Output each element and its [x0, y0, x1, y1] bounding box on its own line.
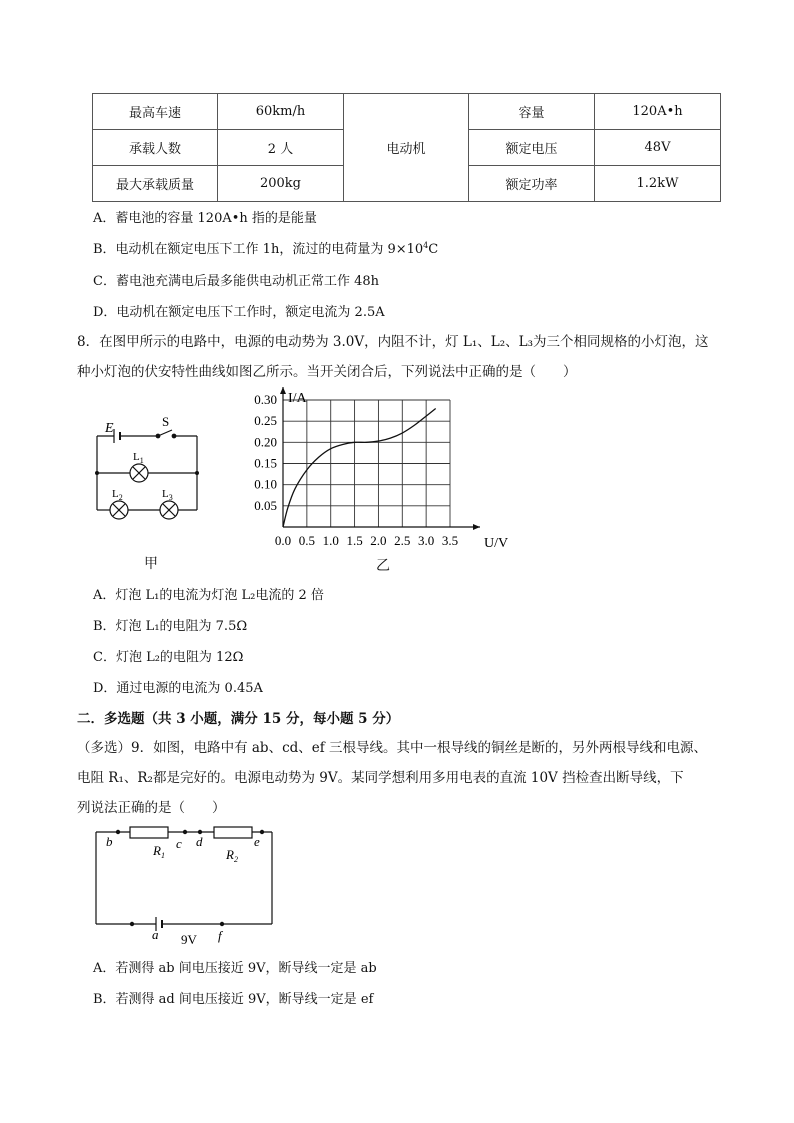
chart-y-axis-label: I/A	[288, 391, 307, 406]
chart-x-axis-label: U/V	[484, 536, 509, 551]
max-speed-label: 最高车速	[93, 94, 218, 130]
passengers-label: 承载人数	[93, 130, 218, 166]
l1-label: $L_1$	[133, 451, 144, 465]
x-tick-label: 0.5	[298, 533, 315, 548]
graph-caption: 乙	[376, 558, 390, 574]
node-e	[260, 830, 264, 834]
x-tick-label: 2.0	[370, 533, 387, 548]
q9-stem-line1: （多选）9．如图，电路中有 ab、cd、ef 三根导线。其中一根导线的铜丝是断的，另外两根导线和电源、	[77, 740, 708, 756]
x-tick-label: 3.5	[441, 533, 459, 548]
q8-stem	[77, 327, 719, 387]
max-speed-value: 60km/h	[218, 94, 344, 130]
x-tick-label: 2.5	[394, 533, 411, 548]
label-r2: $R_2$	[226, 847, 238, 864]
max-load-value: 200kg	[218, 166, 344, 202]
motor-label: 电动机	[344, 94, 469, 202]
capacity-label: 容量	[469, 94, 595, 130]
passengers-value: 2 人	[218, 130, 344, 166]
y-tick-label: 0.15	[254, 455, 277, 471]
switch-label: S	[162, 414, 170, 429]
q8-option-c: C．灯泡 L₂的电阻为 12Ω	[93, 650, 244, 665]
resistor-r1	[130, 827, 168, 838]
q7-option-b-text: B．电动机在额定电压下工作 1h，流过的电荷量为 9×10	[93, 242, 424, 257]
iv-curve-line	[283, 408, 436, 527]
q7-option-b	[93, 238, 438, 257]
rated-voltage-label: 额定电压	[469, 130, 595, 166]
q9-option-a: A．若测得 ab 间电压接近 9V，断导线一定是 ab	[93, 961, 377, 976]
q7-option-b-exponent: 4	[423, 241, 429, 250]
x-tick-label: 0.0	[274, 533, 292, 548]
q9-stem-line2: 电阻 R₁、R₂都是完好的。电源电动势为 9V。某同学想利用多用电表的直流 10V 挡检查出断导线，下	[77, 770, 684, 786]
y-tick-label: 0.05	[254, 497, 277, 513]
node-f	[220, 922, 224, 926]
q8-option-b: B．灯泡 L₁的电阻为 7.5Ω	[93, 619, 248, 634]
chart-grid	[283, 400, 450, 527]
y-tick-label: 0.25	[254, 413, 277, 429]
label-d: d	[196, 834, 203, 849]
y-tick-label: 0.10	[254, 476, 277, 492]
label-r1: $R_1$	[153, 843, 165, 860]
label-b: b	[106, 834, 113, 849]
section2-heading: 二．多选题（共 3 小题，满分 15 分，每小题 5 分）	[77, 711, 400, 727]
q8-stem-line1: 8．在图甲所示的电路中，电源的电动势为 3.0V，内阻不计，灯 L₁、L₂、L₃为三个相同规格的小灯泡，这	[77, 334, 709, 350]
max-load-label: 最大承载质量	[93, 166, 218, 202]
node-b	[116, 830, 120, 834]
label-e: e	[254, 834, 260, 849]
x-tick-label: 3.0	[418, 533, 435, 548]
y-tick-label: 0.20	[254, 434, 277, 450]
capacity-value: 120A•h	[595, 94, 721, 130]
circuit-caption: 甲	[144, 556, 158, 572]
label-a: a	[152, 927, 159, 942]
y-tick-label: 0.30	[254, 392, 277, 407]
q9-circuit-diagram	[90, 822, 280, 947]
switch-blade	[158, 430, 172, 436]
x-tick-label: 1.0	[322, 533, 339, 548]
emf-label: E	[105, 421, 114, 436]
q8-option-a: A．灯泡 L₁的电流为灯泡 L₂电流的 2 倍	[93, 588, 324, 603]
q7-option-a: A．蓄电池的容量 120A•h 指的是能量	[93, 211, 317, 226]
label-emf-9v: 9V	[181, 932, 197, 947]
rated-voltage-value: 48V	[595, 130, 721, 166]
q9-stem-line3: 列说法正确的是（ ）	[77, 800, 226, 816]
q7-option-b-unit: C	[428, 242, 439, 257]
x-tick-label: 1.5	[346, 533, 363, 548]
y-axis-arrow	[280, 387, 286, 394]
l2-label: $L_2$	[112, 488, 123, 502]
q8-option-d: D．通过电源的电流为 0.45A	[93, 681, 263, 696]
label-c: c	[176, 836, 182, 851]
l3-label: $L_3$	[162, 488, 173, 502]
q9-stem	[77, 733, 719, 823]
x-axis-arrow	[473, 524, 480, 530]
spec-table	[92, 93, 721, 202]
node-c	[183, 830, 187, 834]
rated-power-label: 额定功率	[469, 166, 595, 202]
iv-chart	[240, 385, 530, 555]
node-a	[130, 922, 134, 926]
q7-option-d: D．电动机在额定电压下工作时，额定电流为 2.5A	[93, 305, 385, 320]
resistor-r2	[214, 827, 252, 838]
q8-stem-line2: 种小灯泡的伏安特性曲线如图乙所示。当开关闭合后，下列说法中正确的是（ ）	[77, 364, 577, 380]
q9-option-b: B．若测得 ad 间电压接近 9V，断导线一定是 ef	[93, 992, 374, 1007]
rated-power-value: 1.2kW	[595, 166, 721, 202]
q7-option-c: C．蓄电池充满电后最多能供电动机正常工作 48h	[93, 274, 379, 289]
label-f: f	[218, 928, 222, 943]
q8-circuit-diagram	[90, 410, 220, 525]
